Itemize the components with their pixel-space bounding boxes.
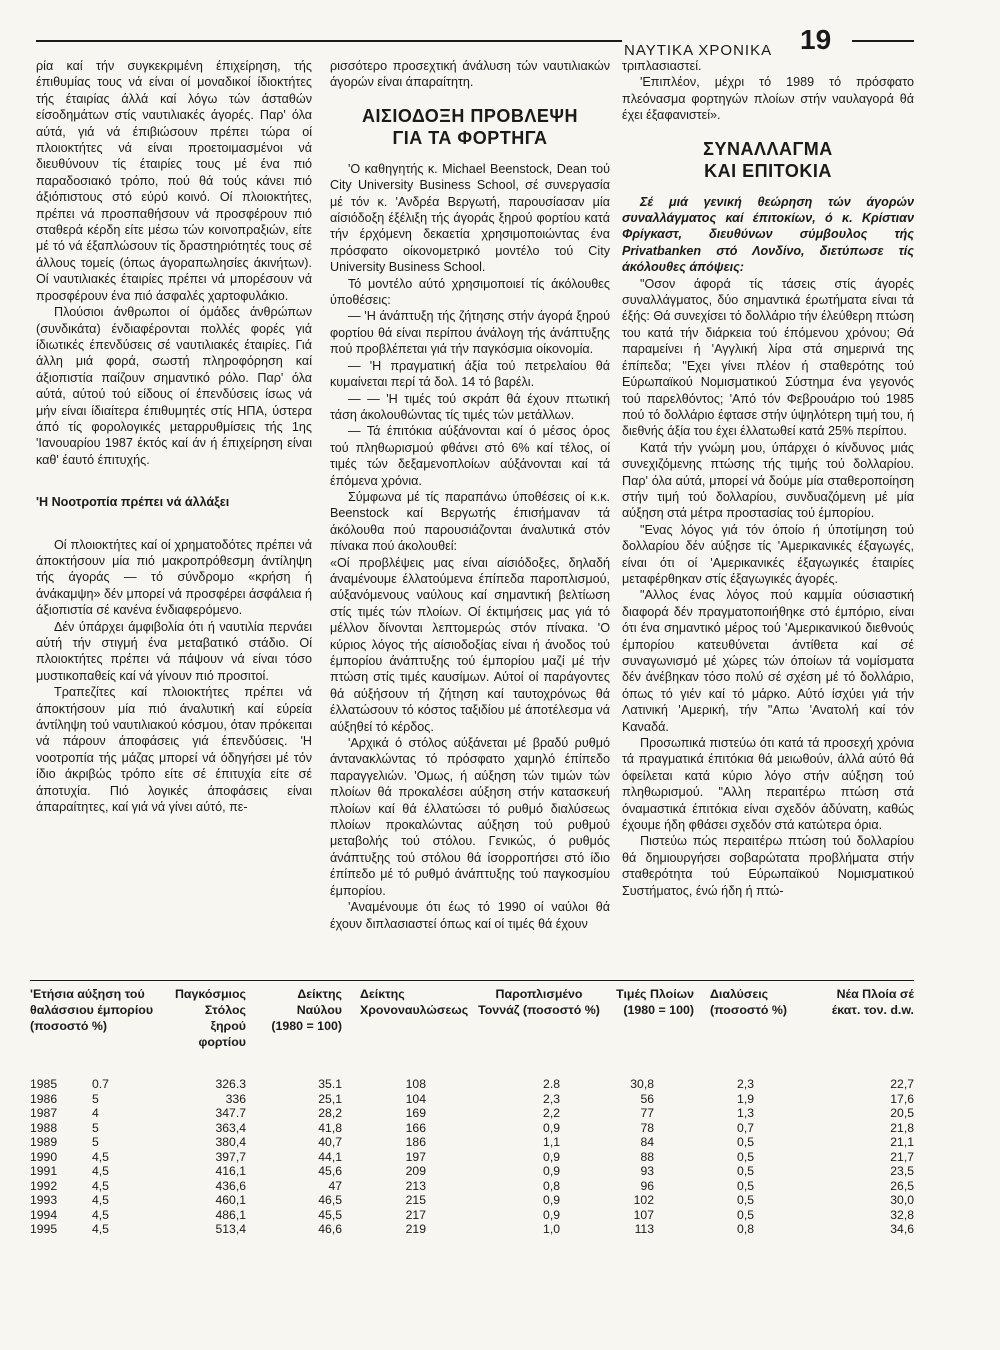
hypothesis-item: — 'Η πραγματική άξία τού πετρελαίου θά κυμαίνεται περί τά δολ. 14 τό βαρέλι. [330,358,610,390]
col2-quote: «Οί προβλέψεις μας είναι αίσιόδοξες, δηλαδή άναμένουμε έλλατούμενα έπίπεδα παροπλισμού, αύξανόμενους ναύλους καί σημαντική βελτίωση στίς τιμές τών πλοίων. Οί έκτιμήσεις μας γιά τό μέλλον δίνονται λεπτομερώς στόν πίνακα. 'Ο κύριος λόγος τής αίσιοδοξίας είναι ή άνοδος τού έμπορίου άνάπτυξης τού έμπορίου μαζί μέ τήν πτώση στίς τιμές καυσίμων. Αύτοί οί παράγοντες θά αύξήσουν τή ζήτηση καί ταυτοχρόνως θά έλλατώσουν τό κόστος ταξιδίου μέ άποτέλεσμα νά αύξηθεί τό κέρδος. [330,555,610,734]
headline-line: ΑΙΣΙΟΔΟΞΗ ΠΡΟΒΛΕΨΗ [362,105,578,126]
cell-new-ships: 21,8 [890,1120,914,1135]
cell-laid-up: 0,8 [543,1178,560,1193]
hypothesis-item: — Τά έπιτόκια αύξάνονται καί ό μέσος όρος τού πληθωρισμού φθάνει στό 6% καί τέλος, οί τιμές τών δεξαμενοπλοίων αύξάνονται καί τά έπόμενα χρόνια. [330,424,610,488]
cell-trade-growth: 4,5 [92,1178,109,1193]
cell-ship-prices: 30,8 [630,1077,654,1091]
column-2 [330,58,610,932]
cell-world-fleet: 380,4 [215,1135,246,1149]
th-laid-up: Παροπλισμένο Τοννάζ (ποσοστό %) [478,987,600,1017]
cell-trade-growth: 4,5 [92,1222,109,1236]
cell-laid-up: 0,9 [543,1149,560,1164]
cell-scrapping: 0,8 [737,1222,754,1236]
col1-paragraph: Πλούσιοι άνθρωποι οί όμάδες άνθρώπων (συνδικάτα) ένδιαφέρονται πολλές φορές γιά ίδιωτικές έπενδύσεις σέ ναυτιλιακές έταιρίες. Γιά άλλη μιά φορά, σωστή πληροφόρηση καί άξιοπιστία παίζουν σημαντικό ρόλο. Παρ' όλα αύτά, αύτού τού είδους οί έπενδύσεις ίσως νά μήν είναι ίδιαίτερα έπιθυμητές στίς ΗΠΑ, ύστερα άπό τίς φορολογικές μεταρρυθμίσεις τής 1ης 'Ιανουαρίου 1987 έκτός καί άν ή έπιχείρηση είναι καθ' έαυτό έπιτυχής. [36,305,312,467]
col1-paragraph: ρία καί τήν συγκεκριμένη έπιχείρηση, τής έπιθυμίας τους νά είναι οί μοναδικοί ίδιοκτήτες τής έταιρίας άλλά καί λόγω τών άσταθών είσοδημάτων στίς ναυτιλιακές άγορές. Παρ' όλα αύτά, γιά νά έπιβιώσουν πρέπει τώρα οί πλοιοκτήτες νά είναι προετοιμασμένοι νά διευθύνουν τίς έταιρίες τους μέ ένα πιό παραδοσιακό τρόπο, πού θά τούς κάνει πιό άξιόπιστους στό εύρύ κοινό. Οί πλοιοκτήτες, πρέπει νά προσπαθήσουν νά προσφέρουν πιό σταθερά κέρδη είτε μέσω τών κοινοπραξιών, είτε μέ τό νά έξαπλώσουν τίς δραστηριότητές τους σέ άλλους τομείς (όπως άγοραπωλησίες άκινήτων). Οί ναυτιλιακές έταιρίες πρέπει νά μπορέσουν νά προσφέρουν ένα πιό άσφαλές χαρτοφυλάκιο. [36,59,312,303]
cell-laid-up: 2,3 [543,1091,560,1106]
cell-ship-prices: 113 [634,1222,654,1236]
cell-world-fleet: 336 [225,1091,246,1106]
col3-paragraph: Προσωπικά πιστεύω ότι κατά τά προσεχή χρόνια τά πραγματικά έπιτόκια θά μειωθούν, άλλά αύτό θά όφείλεται κατά κύριο λόγο στήν αύξηση τού πληθωρισμού. "Αλλη περαιτέρω πτώση στά όναμαστικά έπιτόκια είναι σχεδόν άδύνατη, καθώς έχουμε ήδη φθάσει σχεδόν στά κατώτερα όρια. [622,736,914,833]
cell-year: 1985 [30,1077,58,1091]
cell-laid-up: 0,9 [543,1164,560,1178]
headline-line: ΓΙΑ ΤΑ ΦΟΡΤΗΓΑ [392,127,548,148]
cell-scrapping: 0,5 [737,1178,754,1193]
table-header [30,986,914,1076]
table-row [30,1208,914,1222]
th-timecharter-index: Δείκτης Χρονοναυλώσεως [360,987,469,1017]
cell-trade-growth: 5 [92,1120,99,1135]
cell-freight-index: 45,6 [318,1164,342,1178]
cell-freight-index: 45,5 [318,1207,342,1222]
cell-timecharter-index: 215 [405,1193,426,1207]
column-3 [622,58,914,899]
table-row [30,1193,914,1207]
cell-new-ships: 17,6 [890,1091,914,1106]
cell-laid-up: 2,2 [543,1106,560,1120]
th-new-ships: Νέα Πλοία σέ έκατ. τον. d.w. [831,987,914,1017]
cell-trade-growth: 4,5 [92,1207,109,1222]
col1-paragraph: Τραπεζίτες καί πλοιοκτήτες πρέπει νά άποκτήσουν μία πιό άναλυτική καί εύρεία άντίληψη τού ναυτιλιακού κόσμου, όταν πρόκειται νά πάρουν άποφάσεις γιά έπενδύσεις. 'Η νοοτροπία τής μάζας μπορεί νά όδηγήσει μέ τόν ίδιο άκριβώς τρόπο είτε σέ έπιτυχία είτε σέ άποτυχία. Πιό λογικές άποφάσεις είναι άπαραίτητες, καί γιά νά γίνει αύτό, πε- [36,685,312,815]
cell-freight-index: 25,1 [318,1091,342,1106]
col3-paragraph: "Αλλος ένας λόγος πού καμμία ούσιαστική διαφορά δέν πραγματοποιήθηκε στό έμπόριο, είναι ότι ένα σημαντικό μέρος τού 'Αμερικανικού διεθνούς έμπορίου κατευθύνεται άντίθετα καί σέ συναγωνισμό μέ χώρες τών όποίων τά νομίσματα δέν άνέβηκαν τόσο πολύ σέ σχέση μέ τό δολλάριο, όπως τό γιέν καί τό μάρκο. Αύτό ίσχύει γιά τήν Λατινική 'Αμερική, τήν "Απω 'Ανατολή καί τόν Καναδά. [622,588,914,734]
cell-trade-growth: 5 [92,1135,99,1149]
cell-world-fleet: 460,1 [215,1193,246,1207]
cell-new-ships: 23,5 [890,1164,914,1178]
table-row [30,1135,914,1149]
cell-trade-growth: 4,5 [92,1149,109,1164]
cell-world-fleet: 436,6 [215,1178,246,1193]
cell-ship-prices: 102 [633,1193,654,1207]
cell-year: 1994 [30,1207,58,1222]
cell-new-ships: 20,5 [890,1106,914,1120]
table-row [30,1121,914,1135]
cell-laid-up: 2.8 [543,1077,560,1091]
th-scrapping: Διαλύσεις (ποσοστό %) [710,987,788,1017]
cell-scrapping: 1,9 [737,1091,754,1106]
cell-timecharter-index: 186 [405,1135,426,1149]
col2-paragraph: 'Αρχικά ό στόλος αύξάνεται μέ βραδύ ρυθμό άντανακλώντας τό πρόσφατο χαμηλό έπίπεδο παραγγελιών. 'Ομως, ή αύξηση τών τιμών τών πλοίων θά προκαλέσει αύξηση στήν κατασκευή πλοίων καί θά έλλατώσει τό ρυθμό διαλύσεως πλοίων προκαλώντας αύξηση τού ρυθμού μεταβολής τού στόλου. Γενικώς, ό ρυθμός άνάπτυξης τού στόλου θά ίσορροπήσει στό ίδιο έπίπεδο μέ τό ρυθμό άνάπτυξης τού παγκοσμίου έμπορίου. [330,736,610,898]
cell-laid-up: 1,0 [543,1222,560,1236]
headline-line: ΚΑΙ ΕΠΙΤΟΚΙΑ [704,160,832,181]
cell-ship-prices: 88 [640,1149,654,1164]
cell-year: 1990 [30,1149,58,1164]
cell-freight-index: 41,8 [318,1120,342,1135]
table-row [30,1164,914,1178]
cell-scrapping: 0,5 [737,1149,754,1164]
cell-year: 1993 [30,1193,58,1207]
cell-ship-prices: 84 [640,1135,654,1149]
table-row [30,1150,914,1164]
cell-world-fleet: 363,4 [215,1120,246,1135]
cell-year: 1987 [30,1106,58,1120]
table-row [30,1106,914,1120]
cell-world-fleet: 513,4 [215,1222,246,1236]
col3-intro: τριπλασιαστεί. [622,59,702,73]
cell-scrapping: 0,5 [737,1135,754,1149]
cell-trade-growth: 0.7 [92,1077,109,1091]
cell-timecharter-index: 104 [405,1091,426,1106]
col3-paragraph: Πιστεύω πώς περαιτέρω πτώση τού δολλαρίου θά δημιουργήσει σοβαρώτατα προβλήματα στήν σταθερότητα τού Εύρωπαϊκού Νομισματικού Συστήματος, ένώ ήδη ή πτώ- [622,834,914,898]
hypothesis-item: — — 'Η τιμές τού σκράπ θά έχουν πτωτική τάση άκολουθώντας τίς τιμές τών μετάλλων. [330,391,610,422]
col2-paragraph: 'Αναμένουμε ότι έως τό 1990 οί ναύλοι θά έχουν διπλασιαστεί όπως καί οί τιμές θά έχουν [330,900,610,931]
cell-timecharter-index: 108 [405,1077,426,1091]
cell-trade-growth: 4 [92,1106,99,1120]
col3-paragraph: 'Επιπλέον, μέχρι τό 1989 τό πρόσφατο πλεόνασμα φορτηγών πλοίων στήν ναυλαγορά θά έχει έξαφανιστεί». [622,75,914,123]
cell-ship-prices: 93 [640,1164,654,1178]
col1-paragraph: Δέν ύπάρχει άμφιβολία ότι ή ναυτιλία περνάει αύτή τήν στιγμή ένα μεταβατικό στάδιο. Οί πλοιοκτήτες πρέπει νά πάψουν νά είναι τόσο μυστικοπαθείς καί νά γίνουν πιό προσιτοί. [36,619,312,683]
cell-laid-up: 0,9 [543,1193,560,1207]
cell-trade-growth: 4,5 [92,1164,109,1178]
th-trade-growth: 'Ετήσια αύξηση τού θαλάσσιου έμπορίου (ποσοστό %) [30,987,154,1033]
col3-paragraph: "Ενας λόγος γιά τόν όποίο ή ύποτίμηση τού δολλαρίου δέν αύξησε τίς 'Αμερικανικές έξαγωγές, είναι ότι οί 'Αμερικανικές έξαγωγικές έταιρίες μεταφέρθηκαν στίς έξαγωγικές άγορές. [622,522,914,586]
header-rule-right [852,40,914,42]
cell-freight-index: 28,2 [318,1106,342,1120]
th-world-fleet: Παγκόσμιος Στόλος ξηρού φορτίου [174,987,246,1049]
cell-laid-up: 0,9 [543,1120,560,1135]
col3-lead: Σέ μιά γενική θεώρηση τών άγορών συναλλάγματος καί έπιτοκίων, ό κ. Κρίστιαν Φρίγκαστ, διευθύνων σύμβουλος τής Privatbanken στό Λονδίνο, διετύπωσε τίς άκόλουθες άπόψεις: [622,194,914,275]
hypothesis-item: — 'Η άνάπτυξη τής ζήτησης στήν άγορά ξηρού φορτίου θά είναι περίπου άνάλογη τής άνάπτυξης πού προβλέπεται γιά τήν παγκόσμια οίκονομία. [330,309,610,357]
col2-paragraph: 'Ο καθηγητής κ. Michael Beenstock, Dean τού City University Business School, σέ συνεργασία μέ τόν κ. 'Ανδρέα Βεργωτή, παρουσίασαν μία αίσιόδοξη έξέλιξη τής άγοράς ξηρού φορτίου κατά τήν έρχόμενη δεκαετία χρησιμοποιώντας ένα πρόσφατο οίκονομετρικό μοντέλο τού City University Business School. [330,161,610,275]
cell-freight-index: 46,5 [318,1193,342,1207]
header-rule-left [36,40,622,42]
cell-scrapping: 1,3 [737,1106,754,1120]
col2-intro: ρισσότερο προσεχτική άνάλυση τών ναυτιλιακών άγορών είναι άπαραίτητη. [330,59,610,90]
table-row [30,1092,914,1106]
cell-freight-index: 44,1 [318,1149,342,1164]
cell-year: 1986 [30,1091,58,1106]
cell-ship-prices: 107 [633,1207,654,1222]
col2-paragraph: Τό μοντέλο αύτό χρησιμοποιεί τίς άκόλουθες ύποθέσεις: [330,276,610,308]
cell-year: 1995 [30,1222,58,1236]
cell-freight-index: 46,6 [318,1222,342,1236]
cell-freight-index: 35.1 [318,1077,342,1091]
cell-timecharter-index: 209 [405,1164,426,1178]
cell-world-fleet: 347.7 [215,1106,246,1120]
cell-ship-prices: 78 [640,1120,654,1135]
col2-paragraph: Σύμφωνα μέ τίς παραπάνω ύποθέσεις οί κ.κ. Beenstock καί Βεργωτής έπισήμαναν τά άκόλουθα πού παρουσιάζονται άναλυτικά στόν πίνακα πού άκολουθεί: [330,489,610,554]
cell-year: 1989 [30,1135,58,1149]
table-row [30,1222,914,1236]
cell-timecharter-index: 219 [405,1222,426,1236]
cell-new-ships: 21,1 [890,1135,914,1149]
cell-scrapping: 2,3 [737,1077,754,1091]
cell-ship-prices: 96 [640,1178,654,1193]
headline-exchange-rates [622,138,914,182]
column-1 [36,58,312,815]
table-top-rule [30,980,914,981]
cell-laid-up: 1,1 [543,1135,560,1149]
magazine-title: ΝΑΥΤΙΚΑ ΧΡΟΝΙΚΑ [624,42,773,59]
cell-new-ships: 22,7 [890,1077,914,1091]
cell-scrapping: 0,5 [737,1207,754,1222]
cell-timecharter-index: 197 [405,1149,426,1164]
cell-timecharter-index: 213 [405,1178,426,1193]
cell-scrapping: 0,5 [737,1164,754,1178]
cell-year: 1988 [30,1120,58,1135]
cell-world-fleet: 397,7 [215,1149,246,1164]
cell-new-ships: 21,7 [890,1149,914,1164]
cell-world-fleet: 416,1 [215,1164,246,1178]
cell-timecharter-index: 166 [405,1120,426,1135]
cell-laid-up: 0,9 [543,1207,560,1222]
th-ship-prices: Τιμές Πλοίων (1980 = 100) [616,987,694,1017]
cell-new-ships: 32,8 [890,1207,914,1222]
headline-dry-cargo [330,105,610,149]
cell-scrapping: 0,5 [737,1193,754,1207]
col3-paragraph: Κατά τήν γνώμη μου, ύπάρχει ό κίνδυνος μιάς συνεχιζόμενης πτώσης τής τιμής τού δολλαρίου. Παρ' όλα αύτά, μπορεί νά δούμε μία σταθεροποίηση στήν τιμή τού δολλαρίου, συνδυαζόμενη μέ μία αύξηση στά μέτρα προστασίας τού έμπορίου. [622,440,914,521]
cell-scrapping: 0,7 [737,1120,754,1135]
th-freight-index: Δείκτης Ναύλου (1980 = 100) [271,987,342,1033]
cell-trade-growth: 5 [92,1091,99,1106]
table-row [30,1179,914,1193]
table-row [30,1077,914,1091]
cell-world-fleet: 486,1 [215,1207,246,1222]
cell-year: 1992 [30,1178,58,1193]
cell-new-ships: 30,0 [890,1193,914,1207]
cell-timecharter-index: 169 [405,1106,426,1120]
cell-timecharter-index: 217 [405,1207,426,1222]
cell-ship-prices: 56 [640,1091,654,1106]
col1-subhead: 'Η Νοοτροπία πρέπει νά άλλάξει [36,495,230,510]
cell-freight-index: 47 [328,1178,342,1193]
cell-trade-growth: 4,5 [92,1193,109,1207]
headline-line: ΣΥΝΑΛΛΑΓΜΑ [703,138,833,159]
cell-freight-index: 40,7 [318,1135,342,1149]
cell-world-fleet: 326.3 [215,1077,246,1091]
cell-ship-prices: 77 [640,1106,654,1120]
col3-paragraph: "Οσον άφορά τίς τάσεις στίς άγορές συναλλάγματος, δύο σημαντικά έρωτήματα είναι τά έξής: Θά συνεχίσει τό δολλάριο τήν έλεύθερη πτώση του κατά τήν διάρκεια τού έπόμενου χρόνου; Θά παραμείνει ή 'Αγγλική λίρα στά σημερινά της έπίπεδα; "Εχει γίνει πλέον ή σταθερότης τού Εύρωπαϊκού Νομισματικού Σύστημα ένα γεγονός τού παρελθόντος; 'Από τόν Φεβρουάριο τού 1985 πού τό δολλάριο έφτασε στήν ύψηλότερη τιμή του, ή διεθνής άξία του έχει έλλατωθεί κατά 25% περίπου. [622,276,914,439]
page-number: 19 [800,24,832,55]
cell-new-ships: 34,6 [890,1222,914,1236]
cell-year: 1991 [30,1164,58,1178]
col1-paragraph: Οί πλοιοκτήτες καί οί χρηματοδότες πρέπει νά άποκτήσουν μία πιό μακροπρόθεσμη άντίληψη τής άγοράς — τό σύνδρομο «κρήση ή άνάκαμψη» δέν μπορεί νά προσφέρει άσφάλεια ή άξιοπιστία σέ κανένα ένδιαφερόμενο. [36,537,312,618]
cell-new-ships: 26,5 [890,1178,914,1193]
